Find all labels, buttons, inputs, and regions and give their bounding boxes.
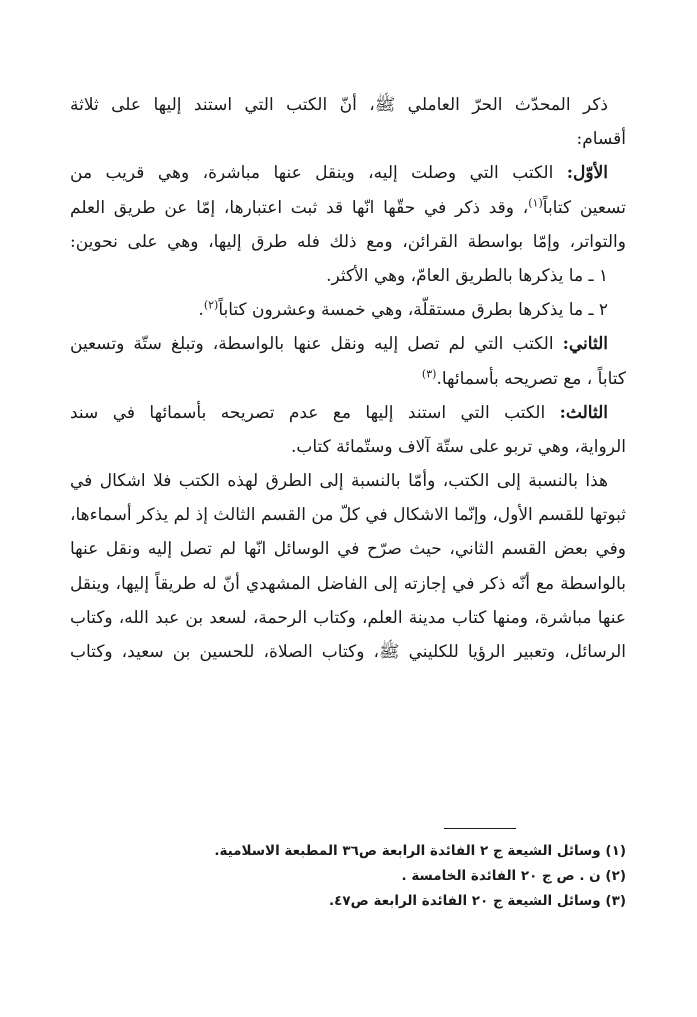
footnote-ref-1: (١) <box>528 195 543 209</box>
closing-line-5: عنها مباشرة، ومنها كتاب مدينة العلم، وكتاب الرحمة، لسعد بن عبد الله، وكتاب <box>70 607 626 628</box>
section-first-item-2-text: ٢ ـ ما يذكرها بطرق مستقلّة، وهي خمسة وعشرون كتاباً <box>218 300 608 321</box>
footnotes <box>70 828 626 914</box>
section-first-item-2-end: . <box>198 300 204 321</box>
section-first-item-1: ١ ـ ما يذكرها بالطريق العامّ، وهي الأكثر. <box>326 265 608 286</box>
closing-line-1: هذا بالنسبة إلى الكتب، وأمّا بالنسبة إلى الطرق لهذه الكتب فلا اشكال في <box>70 471 608 492</box>
footnote-divider <box>444 828 516 829</box>
section-second-line-1 <box>70 327 626 361</box>
footnote-3: (٣) وسائل الشيعة ج ٢٠ الفائدة الرابعة ص٤٧. <box>328 893 626 909</box>
section-second-text-2: كتاباً ، مع تصريحه بأسمائها. <box>436 368 626 389</box>
section-first-item-2 <box>70 293 626 327</box>
section-first-text-2a: تسعين كتاباً <box>542 197 626 218</box>
section-first-line-2 <box>70 191 626 225</box>
section-third-line-1 <box>70 396 626 430</box>
section-third-line-2: الرواية، وهي تربو على ستّة آلاف وستّمائة كتاب. <box>290 436 626 457</box>
footnote-1: (١) وسائل الشيعة ج ٢ الفائدة الرابعة ص٣٦ المطبعة الاسلامية. <box>214 843 626 859</box>
section-first-heading: الأوّل: <box>566 163 608 184</box>
footnote-ref-3: (٣) <box>421 366 437 380</box>
section-first-line-1 <box>70 156 626 190</box>
section-first-text-1: الكتب التي وصلت إليه، وينقل عنها مباشرة، وهي قريب من <box>70 163 567 184</box>
closing-line-6: الرسائل، وتعبير الرؤيا للكليني ﷺ، وكتاب الصلاة، للحسين بن سعيد، وكتاب <box>70 642 626 662</box>
intro-line-2: أقسام: <box>576 129 626 150</box>
footnote-ref-2: (٢) <box>203 298 219 312</box>
section-third-heading: الثالث: <box>559 402 608 423</box>
page-body <box>70 88 626 669</box>
closing-line-2: ثبوتها للقسم الأول، وإنّما الاشكال في كلّ من القسم الثالث إذ لم يذكر أسماءها، <box>70 505 626 526</box>
section-second-text-1: الكتب التي لم تصل إليه ونقل عنها بالواسطة، وتبلغ ستّة وتسعين <box>70 334 563 355</box>
section-second-line-2 <box>70 362 626 396</box>
intro-line-1: ذكر المحدّث الحرّ العاملي ﷺ، أنّ الكتب التي استند إليها على ثلاثة <box>70 95 608 115</box>
closing-line-3: وفي بعض القسم الثاني، حيث صرّح في الوسائل انّها لم تصل إليه ونقل عنها <box>70 539 626 560</box>
section-first-line-3: والتواتر، وإمّا بواسطة القرائن، ومع ذلك فله طرق إليها، وهي على نحوين: <box>70 231 626 252</box>
section-first-text-2b: ، وقد ذكر في حقّها انّها قد ثبت اعتبارها، إمّا عن طريق العلم <box>70 197 529 218</box>
section-second-heading: الثاني: <box>562 334 608 355</box>
footnote-2: (٢) ن . ص ج ٢٠ الفائدة الخامسة . <box>401 868 626 884</box>
section-third-text-1: الكتب التي استند إليها مع عدم تصريحه بأسمائها في سند <box>70 402 560 423</box>
closing-line-4: بالواسطة مع أنّه ذكر في إجازته إلى الفاضل المشهدي أنّ له طريقاً إليها، وينقل <box>70 573 626 594</box>
